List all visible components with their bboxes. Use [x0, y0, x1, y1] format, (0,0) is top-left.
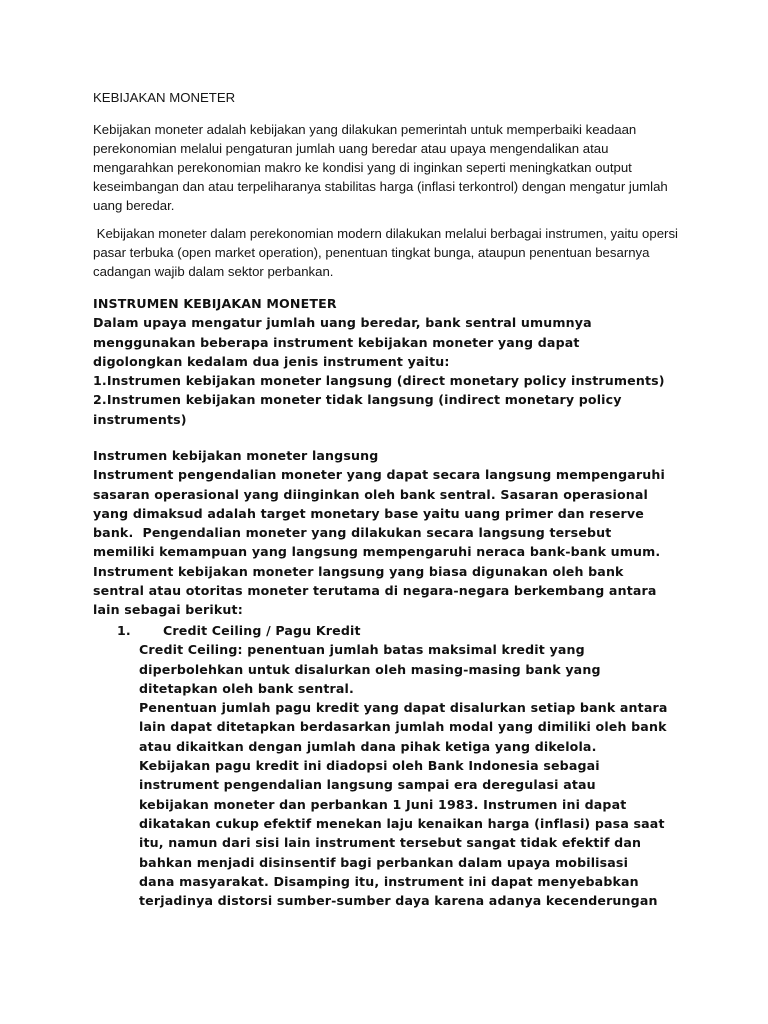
paragraph-line: cadangan wajib dalam sektor perbankan.	[93, 264, 334, 279]
list-item-line: kebijakan moneter dan perbankan 1 Juni 1983. Instrumen ini dapat	[139, 796, 627, 812]
section-line: Instrument pengendalian moneter yang dapat secara langsung mempengaruhi	[93, 467, 666, 483]
list-item-title: Credit Ceiling / Pagu Kredit	[163, 623, 361, 638]
list-item-line: Credit Ceiling: penentuan jumlah batas maksimal kredit yang	[139, 642, 585, 658]
section-line: lain sebagai berikut:	[93, 602, 243, 618]
section-line: Dalam upaya mengatur jumlah uang beredar, bank sentral umumnya	[93, 315, 592, 331]
section-heading: INSTRUMEN KEBIJAKAN MONETER	[93, 296, 337, 311]
list-item-header	[93, 621, 693, 640]
paragraph-line: uang beredar.	[93, 198, 175, 213]
section-line: memiliki kemampuan yang langsung mempengaruhi neraca bank-bank umum.	[93, 544, 661, 560]
section-line: Instrument kebijakan moneter langsung yang biasa digunakan oleh bank	[93, 563, 624, 579]
list-item-line: dikatakan cukup efektif menekan laju kenaikan harga (inflasi) pasa saat	[139, 815, 665, 831]
list-item-line: Kebijakan pagu kredit ini diadopsi oleh Bank Indonesia sebagai	[139, 758, 600, 774]
numbered-list	[93, 621, 693, 910]
list-item-body	[93, 640, 693, 910]
section-heading: Instrumen kebijakan moneter langsung	[93, 448, 379, 463]
paragraph-line: Kebijakan moneter dalam perekonomian modern dilakukan melalui berbagai instrumen, yaitu opersi	[93, 226, 678, 241]
document-title: KEBIJAKAN MONETER	[93, 90, 236, 105]
section-line: sentral atau otoritas moneter terutama di negara-negara berkembang antara	[93, 583, 657, 599]
paragraph-line: Kebijakan moneter adalah kebijakan yang dilakukan pemerintah untuk memperbaiki keadaan	[93, 122, 637, 137]
list-item-line: Penentuan jumlah pagu kredit yang dapat disalurkan setiap bank antara	[139, 700, 668, 716]
paragraph-line: perekonomian melalui pengaturan jumlah uang beredar atau upaya mengendalikan atau	[93, 141, 609, 156]
list-item-line: atau dikaitkan dengan jumlah dana pihak ketiga yang dikelola.	[139, 738, 597, 754]
section-line: instruments)	[93, 411, 187, 427]
section-line: yang dimaksud adalah target monetary base yaitu uang primer dan reserve	[93, 505, 644, 521]
section-line: sasaran operasional yang diinginkan oleh bank sentral. Sasaran operasional	[93, 486, 649, 502]
section-instrumen	[93, 294, 693, 429]
section-line: 2.Instrumen kebijakan moneter tidak langsung (indirect monetary policy	[93, 392, 622, 408]
section-langsung	[93, 446, 693, 620]
list-item-line: lain dapat ditetapkan berdasarkan jumlah modal yang dimiliki oleh bank	[139, 719, 667, 735]
list-item-line: terjadinya distorsi sumber-sumber daya karena adanya kecenderungan	[139, 893, 658, 909]
second-paragraph	[93, 224, 693, 281]
list-item	[93, 621, 693, 910]
list-item-line: dana masyarakat. Disamping itu, instrument ini dapat menyebabkan	[139, 873, 639, 889]
section-line: 1.Instrumen kebijakan moneter langsung (direct monetary policy instruments)	[93, 373, 665, 389]
paragraph-line: keseimbangan dan atau terpeliharanya stabilitas harga (inflasi terkontrol) dengan mengatur jumlah	[93, 179, 668, 194]
list-item-line: instrument pengendalian langsung sampai era deregulasi atau	[139, 777, 596, 793]
paragraph-line: pasar terbuka (open market operation), penentuan tingkat bunga, ataupun penentuan besarnya	[93, 245, 650, 260]
list-item-line: itu, namun dari sisi lain instrument tersebut sangat tidak efektif dan	[139, 835, 642, 851]
section-line: bank. Pengendalian moneter yang dilakukan secara langsung tersebut	[93, 525, 612, 541]
list-item-number: 1.	[117, 623, 131, 638]
list-item-line: ditetapkan oleh bank sentral.	[139, 680, 354, 696]
list-item-line: diperbolehkan untuk disalurkan oleh masing-masing bank yang	[139, 661, 601, 677]
section-line: digolongkan kedalam dua jenis instrument yaitu:	[93, 353, 450, 369]
list-item-line: bahkan menjadi disinsentif bagi perbankan dalam upaya mobilisasi	[139, 854, 629, 870]
section-line: menggunakan beberapa instrument kebijakan moneter yang dapat	[93, 334, 580, 350]
paragraph-line: mengarahkan perekonomian makro ke kondisi yang di inginkan seperti meningkatkan output	[93, 160, 632, 175]
intro-paragraph	[93, 120, 693, 215]
